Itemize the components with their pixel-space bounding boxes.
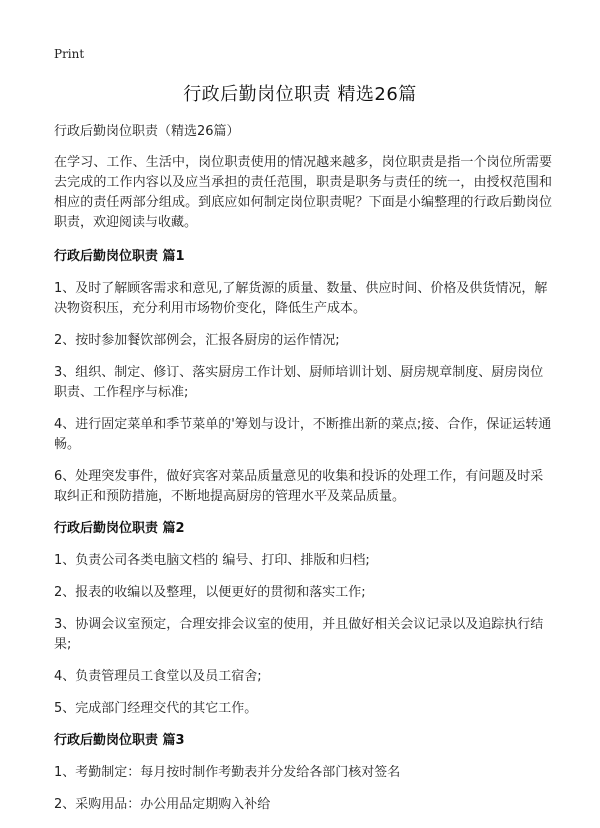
list-item: 1、及时了解顾客需求和意见,了解货源的质量、数量、供应时间、价格及供货情况，解决物资积压，充分利用市场物价变化，降低生产成本。	[54, 281, 548, 316]
section-heading: 行政后勤岗位职责 篇2	[54, 521, 185, 536]
list-item: 3、组织、制定、修订、落实厨房工作计划、厨师培训计划、厨房规章制度、厨房岗位职责、工作程序与标准;	[54, 365, 544, 400]
print-link[interactable]: Print	[54, 47, 85, 61]
list-item: 1、负责公司各类电脑文档的 编号、打印、排版和归档;	[54, 553, 370, 568]
list-item: 3、协调会议室预定，合理安排会议室的使用，并且做好相关会议记录以及追踪执行结果;	[54, 617, 544, 652]
document-body	[54, 122, 552, 827]
list-item: 1、考勤制定：每月按时制作考勤表并分发给各部门核对签名	[54, 765, 401, 780]
section-heading: 行政后勤岗位职责 篇1	[54, 249, 185, 264]
section-1	[54, 247, 552, 507]
list-item: 4、进行固定菜单和季节菜单的'筹划与设计，不断推出新的菜点;接、合作，保证运转通畅。	[54, 417, 552, 452]
list-item: 4、负责管理员工食堂以及员工宿舍;	[54, 669, 262, 684]
section-3	[54, 731, 552, 815]
document-subtitle: 行政后勤岗位职责（精选26篇）	[54, 124, 240, 139]
section-heading: 行政后勤岗位职责 篇3	[54, 733, 185, 748]
page-title: 行政后勤岗位职责 精选26篇	[183, 84, 417, 105]
list-item: 2、采购用品：办公用品定期购入补给	[54, 797, 271, 812]
section-2	[54, 519, 552, 719]
intro-paragraph: 在学习、工作、生活中，岗位职责使用的情况越来越多，岗位职责是指一个岗位所需要去完成的工作内容以及应当承担的责任范围，职责是职务与责任的统一，由授权范围和相应的责任两部分组成。到底应如何制定岗位职责呢？下面是小编整理的行政后勤岗位职责，欢迎阅读与收藏。	[54, 155, 552, 230]
list-item: 2、按时参加餐饮部例会，汇报各厨房的运作情况;	[54, 333, 340, 348]
list-item: 6、处理突发事件，做好宾客对菜品质量意见的收集和投诉的处理工作，有问题及时采取纠正和预防措施，不断地提高厨房的管理水平及菜品质量。	[54, 469, 544, 504]
list-item: 2、报表的收编以及整理，以便更好的贯彻和落实工作;	[54, 585, 366, 600]
list-item: 5、完成部门经理交代的其它工作。	[54, 701, 258, 716]
